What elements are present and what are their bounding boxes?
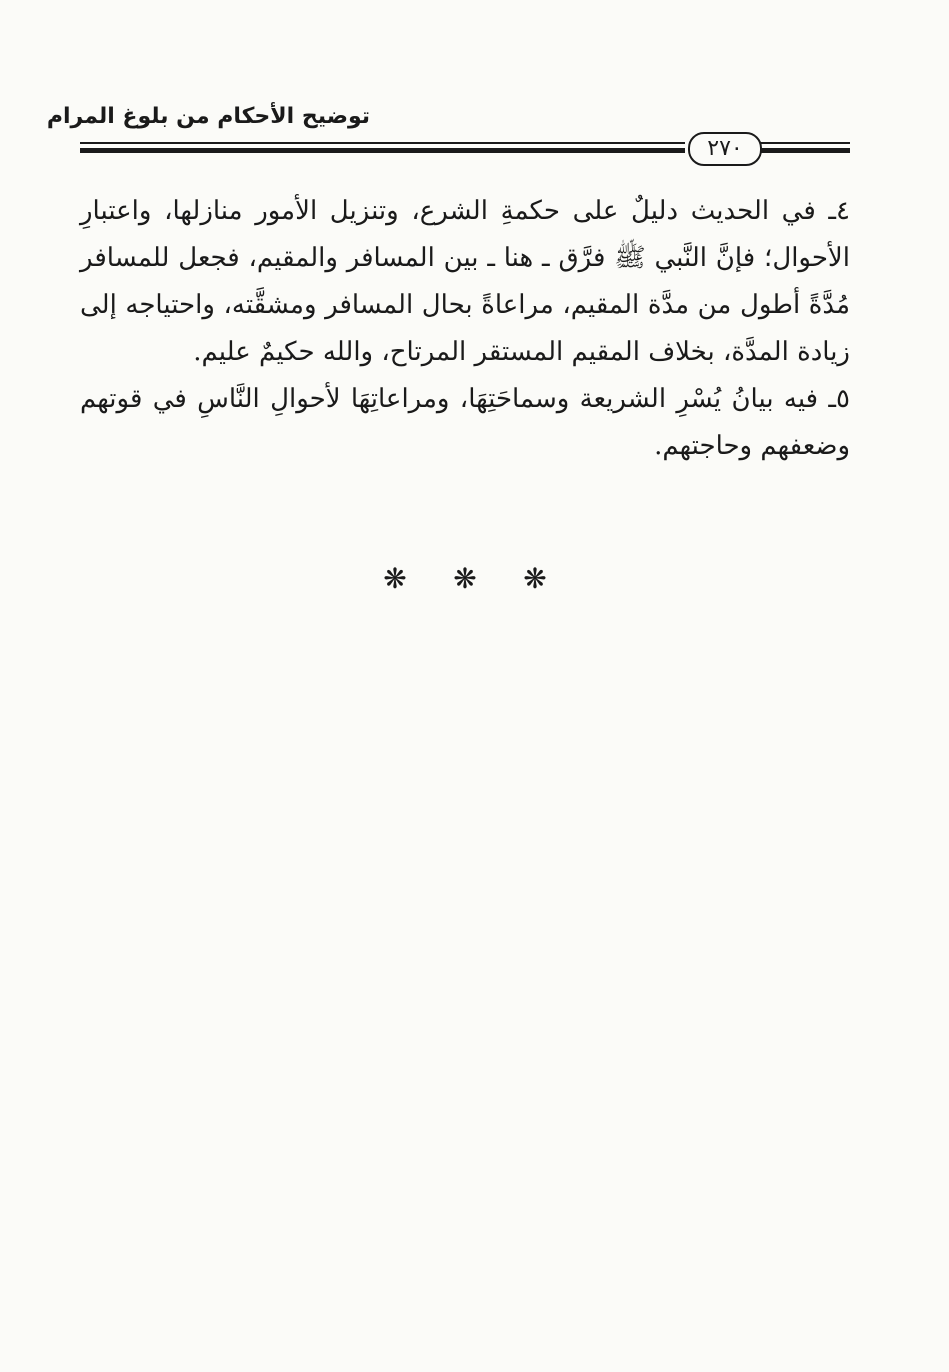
header-rule-thin-left <box>80 142 685 144</box>
running-title: توضيح الأحكام من بلوغ المرام <box>46 104 370 129</box>
list-item-5: ٥ـ فيه بيانُ يُسْرِ الشريعة وسماحَتِهَا، ومراعاتِهَا لأحوالِ النَّاسِ في قوتهم وضعفهم وحاجتهم. <box>80 384 850 461</box>
header-rule-thick-right <box>760 148 850 153</box>
header-rule-thick-left <box>80 148 685 153</box>
section-divider-ornament <box>380 562 550 595</box>
header-rule-thin-right <box>760 142 850 144</box>
page-number: ٢٧٠ <box>688 132 762 166</box>
asterism-icon: ❋ <box>453 562 477 595</box>
list-item-4: ٤ـ في الحديث دليلٌ على حكمةِ الشرع، وتنزيل الأمور منازلها، واعتبارِ الأحوال؛ فإنَّ النَّبي ﷺ فرَّق ـ هنا ـ بين المسافر والمقيم، فجعل للمسافر مُدَّةً أطول من مدَّة المقيم، مراعاةً بحال المسافر ومشقَّته، واحتياجه إلى زيادة المدَّة، بخلاف المقيم المستقر المرتاح، والله حكيمٌ عليم. <box>80 196 850 367</box>
body-text <box>80 188 850 470</box>
asterism-icon: ❋ <box>383 562 407 595</box>
asterism-icon: ❋ <box>523 562 547 595</box>
